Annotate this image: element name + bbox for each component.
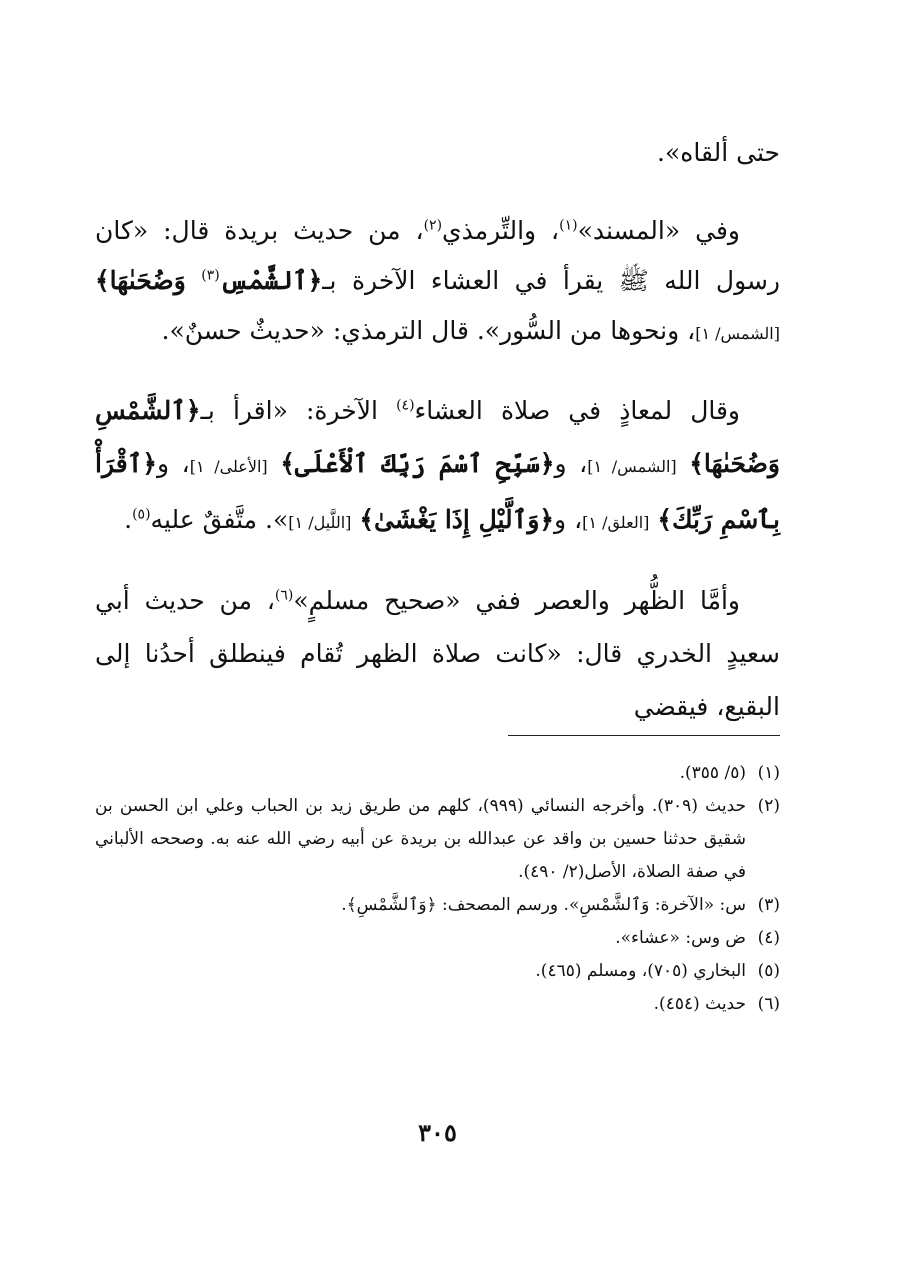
quran-verse-shams: ﴿ٱلشَّمْسِ وَضُحَىٰهَا﴾ (95, 396, 780, 478)
quran-verse-shams-part-2: وَضُحَىٰهَا﴾ (95, 266, 186, 295)
footnote-number: (٤) (757, 928, 780, 948)
p3-text-b: الآخرة: «اقرأ بـ (200, 396, 397, 425)
p3-text-f: ». متَّفقٌ عليه (150, 505, 289, 534)
p3-text-e: ، و (554, 505, 583, 534)
paragraph-3 (95, 384, 780, 549)
paragraph-4 (95, 574, 780, 733)
quran-verse-ala: ﴿سَبِّحِ ٱسْمَ رَبِّكَ ٱلْأَعْلَى﴾ (280, 449, 555, 478)
book-page (95, 0, 780, 1271)
footnote-ref-5: (٥) (132, 506, 151, 523)
footnote-text: حديث (٤٥٤). (653, 994, 746, 1014)
footnote-5 (95, 955, 780, 988)
verse-reference-shams: [الشمس/ ١] (695, 324, 780, 343)
main-text (95, 128, 780, 758)
p4-text-b: ، من حديث أبي سعيدٍ الخدري قال: «كانت صلاة الظهر تُقام فينطلق أحدُنا إلى البقيع، فيقضي (95, 586, 780, 721)
quran-verse-shams-part-1: ﴿ٱلشَّمْسِ (219, 266, 323, 295)
quran-verse-layl: ﴿وَٱلَّيْلِ إِذَا يَغْشَىٰ﴾ (359, 505, 555, 534)
footnote-3 (95, 889, 780, 922)
paragraph-2 (95, 206, 780, 359)
footnote-ref-1: (١) (559, 217, 578, 234)
footnotes (95, 757, 780, 1021)
footnote-1 (95, 757, 780, 790)
footnote-text: حديث (٣٠٩). وأخرجه النسائي (٩٩٩)، كلهم من طريق زيد بن الحباب وعلي ابن الحسن بن شقيق حدثنا حسين بن واقد عن عبدالله بن بريدة عن أبيه رضي الله عنه به. وصححه الألباني في صفة الصلاة، الأصل(٢/ ٤٩٠). (95, 796, 746, 882)
footnote-ref-2: (٢) (423, 217, 443, 234)
p3-text-c: ، و (554, 449, 588, 478)
footnote-number: (٥) (757, 961, 780, 981)
paragraph-1-text: حتى ألقاه». (657, 138, 780, 167)
footnote-text: (٥/ ٣٥٥). (679, 763, 746, 783)
verse-reference-ala: [الأعلى/ ١] (189, 457, 268, 476)
p2-text-a: وفي «المسند» (577, 216, 740, 245)
footnote-ref-6: (٦) (274, 587, 294, 604)
footnote-2 (95, 790, 780, 889)
quran-verse-alaq: ﴿ٱقْرَأْ بِٱسْمِ رَبِّكَ﴾ (95, 449, 780, 534)
p2-text-c: ، من حديث بريدة قال: «كان رسول الله ﷺ يقرأ في العشاء الآخرة بـ (95, 216, 781, 295)
p2-text-b: ، والتِّرمذي (442, 216, 560, 245)
p3-text-g: . (124, 505, 133, 534)
footnote-4 (95, 922, 780, 955)
p2-text-d: ، ونحوها من السُّور». قال الترمذي: «حديثٌ حسنٌ». (161, 316, 696, 345)
footnote-text: ض وس: «عشاء». (615, 928, 746, 948)
footnote-separator (508, 735, 780, 736)
verse-reference-shams-2: [الشمس/ ١] (587, 457, 677, 476)
footnote-ref-4: (٤) (396, 397, 415, 414)
footnote-number: (٦) (757, 994, 780, 1014)
footnote-text: البخاري (٧٠٥)، ومسلم (٤٦٥). (535, 961, 746, 981)
footnote-number: (١) (757, 763, 780, 783)
paragraph-1 (95, 128, 780, 178)
page-number: ٣٠٥ (418, 1118, 457, 1147)
p3-text-a: وقال لمعاذٍ في صلاة العشاء (414, 396, 741, 425)
footnote-number: (٣) (757, 895, 780, 915)
p3-text-d: ، و (157, 449, 190, 478)
footnote-number: (٢) (757, 796, 780, 816)
p4-text-a: وأمَّا الظُّهر والعصر ففي «صحيح مسلمٍ» (293, 586, 740, 615)
footnote-ref-3: (٣) (201, 267, 220, 284)
verse-reference-layl: [اللَّيل/ ١] (288, 513, 352, 532)
footnote-text: س: «الآخرة: وَٱلشَّمْسِ». ورسم المصحف: ﴿وَٱلشَّمْسِ﴾. (341, 895, 746, 915)
footnote-6 (95, 988, 780, 1021)
verse-reference-alaq: [العلق/ ١] (582, 513, 650, 532)
